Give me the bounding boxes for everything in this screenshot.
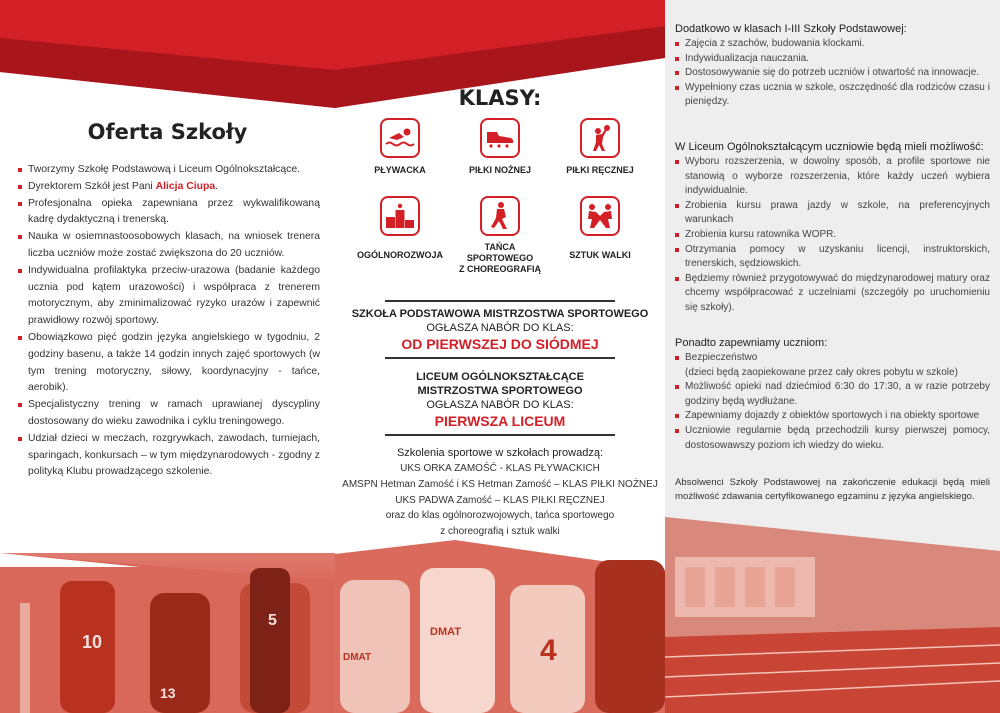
list-item: Zrobienia kursu prawa jazdy w szkole, na preferencyjnych warunkach [675, 199, 990, 228]
high-school-title-2: MISTRZOSTWA SPORTOWEGO [417, 385, 583, 397]
jersey-number: 13 [160, 685, 176, 701]
list-item: Zapewniamy dojazdy z obiektów sportowych i na obiekty sportowe [675, 409, 990, 424]
training-providers [335, 446, 665, 540]
class-general [355, 196, 445, 261]
primary-school-sub: OGŁASZA NABÓR DO KLAS: [426, 322, 574, 334]
high-school-sub: OGŁASZA NABÓR DO KLAS: [426, 399, 574, 411]
list-item: Obowiązkowo pięć godzin języka angielskiego w tygodniu, 2 godziny basenu, a także 14 godzin innych zajęć sportowych (w tym trening motoryczny, siłowy, koordynacyjny - tańce, aerobik). [18, 330, 320, 397]
class-handball [555, 118, 645, 176]
list-item: Zajęcia z szachów, budowania klockami. [675, 37, 990, 52]
list-item: Indywidualizacja nauczania. [675, 52, 990, 67]
list-item: Tworzymy Szkołę Podstawową i Liceum Ogólnokształcące. [18, 162, 320, 179]
class-martial-arts [555, 196, 645, 261]
list-item: Wyboru rozszerzenia, w dowolny sposób, a profile sportowe nie stanowią o wyborze rozszerzenia, które każdy uczeń wybiera indywidualnie. [675, 155, 990, 199]
class-label: PŁYWACKA [374, 165, 426, 175]
class-label: TAŃCA SPORTOWEGO Z CHOREOGRAFIĄ [459, 242, 541, 274]
list-item: Nauka w osiemnastoosobowych klasach, na wniosek trenera liczba uczniów może zostać zwiększona do 20 uczniów. [18, 229, 320, 263]
list-item: Udział dzieci w meczach, rozgrywkach, zawodach, turniejach, sparingach, konkursach – w tym międzynarodowych - zgodny z polityką Klubu prowadzącego szkolenie. [18, 431, 320, 481]
dancer-icon [487, 201, 513, 231]
handball-player-icon [585, 124, 615, 152]
guarantees [675, 336, 990, 453]
jersey-number: 10 [82, 632, 103, 652]
class-label: SZTUK WALKI [569, 250, 631, 260]
list-item: Specjalistyczny trening w ramach uprawianej dyscypliny dostosowany do wieku zawodnika i cyklu treningowego. [18, 397, 320, 431]
section-heading: Dodatkowo w klasach I-III Szkoły Podstawowej: [675, 23, 907, 35]
class-football [455, 118, 545, 176]
training-title: Szkolenia sportowe w szkołach prowadzą: [396, 447, 604, 459]
high-school-announcement [335, 370, 665, 436]
list-item: Dostosowywanie się do potrzeb uczniów i otwartość na innowacje. [675, 66, 990, 81]
guarantees-list [675, 351, 990, 453]
list-item: Będziemy również przygotowywać do międzynarodowej matury oraz chcemy współpracować z uczelniami (szczegóły po uruchomieniu się szkoły). [675, 272, 990, 316]
football-boot-icon [485, 126, 515, 150]
training-line: z choreografią i sztuk walki [440, 526, 560, 538]
closing-paragraph: Absolwenci Szkoły Podstawowej na zakończenie edukacji będą mieli możliwość zdawania certyfikowanego egzaminu z języka angielskiego. [675, 477, 990, 503]
list-item: Dyrektorem Szkół jest Pani Alicja Ciupa. [18, 179, 320, 196]
primary-school-title: SZKOŁA PODSTAWOWA MISTRZOSTWA SPORTOWEGO [351, 308, 649, 320]
primary-school-announcement [335, 300, 665, 359]
jersey-text: DMAT [343, 652, 372, 663]
section-heading: Ponadto zapewniamy uczniom: [675, 337, 828, 349]
wrestlers-icon [584, 203, 616, 229]
class-label: PIŁKI NOŻNEJ [468, 165, 531, 175]
high-school-classes: PIERWSZA LICEUM [434, 413, 566, 429]
jersey-text: DMAT [430, 626, 461, 638]
primary-extras [675, 22, 990, 110]
classes-title: KLASY: [458, 86, 542, 110]
primary-school-classes: OD PIERWSZEJ DO SIÓDMEJ [401, 336, 599, 352]
handball-players-photo [0, 553, 335, 713]
high-school-options-list [675, 155, 990, 316]
director-name: Alicja Ciupa [155, 180, 216, 192]
training-line: AMSPN Hetman Zamość i KS Hetman Zamość – KLAS PIŁKI NOŻNEJ [342, 478, 658, 490]
offer-title: Oferta Szkoły [87, 120, 248, 144]
closing-note [675, 476, 990, 505]
podium-icon [384, 203, 416, 229]
list-item: Wypełniony czas ucznia w szkole, oszczędność dla rodziców czasu i pieniędzy. [675, 81, 990, 110]
high-school-title-1: LICEUM OGÓLNOKSZTAŁCĄCE [416, 371, 584, 383]
swimming-pool-photo [665, 517, 1000, 713]
class-dance [455, 196, 545, 275]
jersey-number: 4 [540, 634, 557, 667]
jersey-number: 5 [268, 612, 277, 629]
training-line: UKS ORKA ZAMOŚĆ - KLAS PŁYWACKICH [400, 463, 600, 474]
panel-classes [335, 0, 665, 713]
high-school-options [675, 140, 990, 316]
list-item: Możliwość opieki nad dziećmiod 6:30 do 17:30, a w razie potrzeby godziny będą wydłużane. [675, 380, 990, 409]
class-label: OGÓLNOROZWOJA [357, 250, 443, 260]
list-item: Zrobienia kursu ratownika WOPR. [675, 228, 990, 243]
swimmer-icon [385, 126, 415, 150]
class-label: PIŁKI RĘCZNEJ [566, 165, 634, 175]
offer-list [18, 162, 320, 481]
list-item: Bezpieczeństwo (dzieci będą zaopiekowane przez cały okres pobytu w szkole) [675, 351, 990, 380]
football-players-photo [335, 540, 665, 713]
panel-school-offer [0, 0, 335, 713]
list-item: Otrzymania pomocy w uzyskaniu licencji, instruktorskich, trenerskich, sędziowskich. [675, 243, 990, 272]
class-swimming [355, 118, 445, 176]
panel-additional-info [665, 0, 1000, 713]
training-line: oraz do klas ogólnorozwojowych, tańca sportowego [385, 510, 615, 522]
primary-extras-list [675, 37, 990, 110]
list-item: Profesjonalna opieka zapewniana przez wykwalifikowaną kadrę dydaktyczną i trenerską. [18, 196, 320, 230]
list-item: Indywidualna profilaktyka przeciw-urazowa (badanie każdego ucznia pod kątem urazowości) i współpraca z trenerem motorycznym, aby zminimalizować ryzyko urazów i zapewnić prawidłowy rozwój sportowy. [18, 263, 320, 330]
section-heading: W Liceum Ogólnokształcącym uczniowie będą mieli możliwość: [675, 141, 984, 153]
training-line: UKS PADWA Zamość – KLAS PIŁKI RĘCZNEJ [395, 494, 605, 506]
list-item: Uczniowie regularnie będą przechodzili kursy pierwszej pomocy, dostosowawszy poziom ich wiedzy do wieku. [675, 424, 990, 453]
